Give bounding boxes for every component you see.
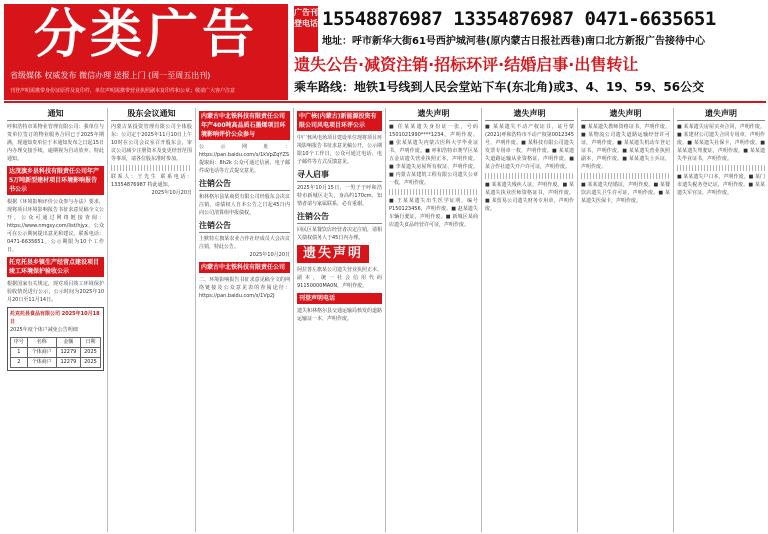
column-title: 遗失声明 (389, 108, 478, 121)
section-title: 注销公告 (199, 178, 290, 191)
column-5 (386, 108, 482, 532)
section-title: 注销公告 (297, 211, 382, 224)
table-cell: 1 (11, 348, 28, 358)
notice-paragraph: 公示网址：https://pan.baidu.com/s/1kVpZqYZS 提取码：8h2k 公众可通过信函、电子邮件或电话等方式提交意见。 (199, 144, 290, 174)
notice-box (7, 307, 104, 371)
table-row (11, 338, 101, 348)
box-title: 托克托县食品有限公司 2025年10月18日 (10, 311, 100, 325)
services-list: 遗失公告·减资注销·招标环评·结婚启事·出售转让 (294, 55, 639, 74)
column-title: 股东会议通知 (111, 108, 192, 121)
notice-paragraph: 根据《环境影响评价公众参与办法》要求，现将项目环境影响报告书征求意见稿全文公开，公众可通过网络链接查阅：https://www.nmgsy.com/list/hjyx，公众可在公示期间提出意见和建议，联系电话：0471-6635651。公示期限为10个工作日。 (7, 199, 104, 253)
table-cell: 2025 (80, 358, 100, 368)
section-title: 注销公告 (199, 220, 290, 233)
table-cell: 12279 (56, 358, 80, 368)
notice-paragraph: 土默特左旗某农业合作社经成员大会决议注销，特此公告。 (199, 236, 290, 250)
notice-date: 2025年10月20日 (249, 252, 290, 258)
masthead (4, 4, 288, 100)
column-7 (578, 108, 674, 532)
notice-paragraph: 呼和浩特市某物业管理有限公司：我单位与贵单位签订的物业服务合同已于2025年期满，现通知贵单位于本通知发布之日起15日内办理交接手续，逾期视为自动放弃。特此通知。 (7, 124, 104, 162)
divider (111, 165, 192, 171)
office-address: 地址：呼市新华大街61号西护城河巷(原内蒙古日报社西巷)南口北方新报广告接待中心 (322, 36, 706, 47)
notice-date: 2025年10月20日 (151, 190, 192, 196)
divider (581, 173, 670, 179)
table-row (11, 348, 101, 358)
notice-paragraph: ■ 某某遗失房屋买卖合同，声明作废。■ 某建材公司遗失合同专用章，声明作废。■ 某某遗失社保卡，声明作废。■ 某某遗失驾驶证，声明作废。■ 某某遗失毕业证书，声明作废。 (677, 124, 765, 162)
notice-paragraph: 和林格尔县某商贸有限公司经股东会决议注销，请债权人自本公告之日起45日内向公司清算组申报债权。 (199, 194, 290, 216)
lost-notice-tag: 遗失声明 (297, 245, 369, 263)
masthead-slogan: 省级媒体 权威发布 微信办理 送报上门 (周一至周五出刊) (10, 71, 211, 80)
column-title: 遗失声明 (581, 108, 670, 121)
table-cell: 金额 (56, 338, 80, 348)
notice-paragraph: 2025年10月15日，一男子于呼和浩特市新城区走失，身高约170cm，知情者请与家属联系，必有重谢。 (297, 185, 382, 207)
notice-paragraph: ■ 某某遗失结婚证，声明作废。■ 某餐饮店遗失卫生许可证，声明作废。■ 某某遗失医保卡，声明作废。 (581, 182, 670, 204)
notice-paragraph: 遗失和林格尔县交通运输局核发的道路运输证一本，声明作废。 (297, 308, 383, 322)
bus-route: 乘车路线：地铁1号线到人民会堂站下车(东北角)或3、4、19、59、56公交 (294, 80, 705, 94)
notice-paragraph: 根据国家有关规定，现对项目竣工环境保护验收情况进行公示，公示时间为2025年10月20日至11月14日。 (7, 281, 104, 303)
table-row (11, 358, 101, 368)
masthead-note: 刊登声明需携带身份证原件及复印件，单位声明需携带营业执照副本复印件和公章；敬请广大客户注意 (10, 88, 236, 94)
notice-banner: 内蒙古中北铁科技有限责任公司年产400吨高品质石墨烯项目环境影响评价公众参与 (199, 111, 290, 140)
notice-paragraph: 二、环境影响报告书征求意见稿全文的网络链接及公众意见表的查阅途径：https://pan.baidu.com/s/1Vp2J (199, 277, 290, 299)
column-6 (482, 108, 578, 532)
page-title: 分类广告 (33, 4, 258, 65)
column-2 (108, 108, 196, 532)
header-divider (4, 101, 766, 103)
notice-paragraph: 内蒙古某投资管理有限公司全体股东：公司定于2025年11月10日上午10时在公司会议室召开股东会，审议公司减少注册资本及变更经营范围等事项，请各位股东准时参加。 (111, 124, 192, 162)
notice-paragraph: ■ 某某遗失残疾人证，声明作废。■ 某某遗失执业医师资格证书，声明作废。■ 某贸易公司遗失财务专用章，声明作废。 (485, 182, 574, 212)
table-cell: 12279 (56, 348, 80, 358)
notice-banner: 中广核(内蒙古)新能源投资有限公司风电项目环评公示 (297, 111, 382, 131)
notice-banner: 刊登声明电话 (297, 293, 382, 304)
notice-paragraph: ■ 某某遗失户口本，声明作废。■ 某门市遗失税务登记证，声明作废。■ 某某遗失军官证，声明作废。 (677, 174, 765, 196)
column-title: 遗失声明 (485, 108, 574, 121)
divider (485, 173, 574, 179)
notice-paragraph: ■ 某某遗失不动产权证书，证号蒙(2021)呼和浩特市不动产权第0012345号，声明作废。■ 某科技有限公司遗失发票专用章一枚，声明作废。■ 某某遗失道路运输从业资格证，声明作废。■ 某合作社遗失开户许可证，声明作废。 (485, 124, 574, 170)
notice-banner: 内蒙古中北铁科技有限责任公司 (199, 262, 290, 273)
notice-paragraph: 中广核风电场项目建设单位现将项目环境影响报告书征求意见稿公开，公示期限10个工作日，公众可通过电话、电子邮件等方式反馈意见。 (297, 135, 383, 165)
divider (389, 189, 478, 195)
hotline-badge: 广告刊登电话 (294, 6, 318, 52)
column-title: 遗失声明 (677, 108, 765, 121)
notice-banner: 托克托县乡镇生产经营点建设项目竣工环境保护验收公示 (7, 257, 104, 277)
notice-banner: 达茂旗乡县科技有限责任公司年产5万吨新型建材项目环境影响报告书公示 (7, 166, 104, 195)
column-3 (196, 108, 294, 532)
notice-paragraph: ■ 某某遗失教师资格证书，声明作废。■ 某物流公司遗失道路运输经营许可证，声明作废。■ 某某遗失机动车登记证书，声明作废。■ 某某遗失营业执照副本，声明作废。■ 某某遗失士兵证，声明作废。 (581, 124, 670, 170)
table-cell: 名称 (27, 338, 56, 348)
table-cell: 2025 (80, 348, 100, 358)
column-8 (674, 108, 768, 532)
notice-paragraph: 联系人：王先生 联系电话：13354876987 特此通知。 (111, 174, 192, 188)
table-cell: 2 (11, 358, 28, 368)
phone-numbers: 15548876987 13354876987 0471-6635651 (322, 8, 716, 30)
table-caption: 2025年度个体户减免公告明细 (10, 327, 78, 333)
fee-table (10, 337, 101, 368)
table-cell: 日期 (80, 338, 100, 348)
newspaper-header (0, 0, 768, 104)
table-cell: 个体商户 (27, 348, 56, 358)
column-title: 通知 (7, 108, 104, 121)
table-cell: 序号 (11, 338, 28, 348)
notice-paragraph: ■ 任某某遗失身份证一张，号码1501021990****1234，声明作废。■ 张某某遗失内蒙古医科大学毕业证书，声明作废。■ 呼和浩特市赛罕区某五金店遗失营业执照正本，声明作废。■ 李某遗失房屋所有权证，声明作废。■ 内蒙古某建筑工程有限公司遗失公章一枚，声明作废。 (389, 124, 478, 186)
divider (677, 165, 765, 171)
notice-paragraph: ■ 王某某遗失出生医学证明，编号P150123456，声明作废。■ 赵某遗失车辆行驶证，声明作废。■ 新城区某商店遗失食品经营许可证，声明作废。 (389, 198, 478, 228)
table-cell: 个体商户 (27, 358, 56, 368)
notice-paragraph: 回民区某餐饮店经营者决定注销，请相关债权债务人于45日内办理。 (297, 227, 383, 241)
section-title: 寻人启事 (297, 169, 382, 182)
column-4 (294, 108, 386, 532)
notice-paragraph: 阿拉善左旗某公司遗失营业执照正本、副本，统一社会信用代码91150000MA0N，声明作废。 (297, 267, 383, 289)
column-1 (4, 108, 108, 532)
